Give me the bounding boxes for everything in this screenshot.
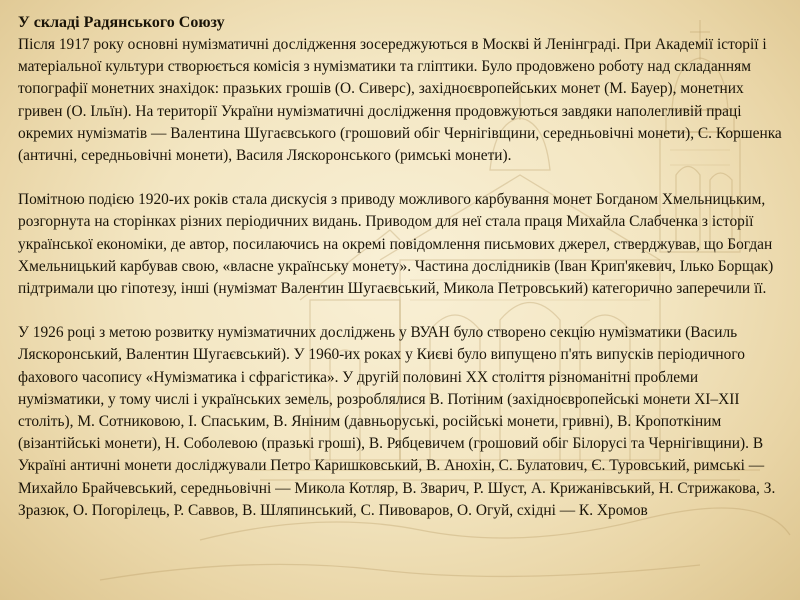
slide-content <box>18 12 783 522</box>
slide-title: У складі Радянського Союзу <box>18 14 225 31</box>
paragraph-spacer <box>18 300 783 322</box>
paragraph-soviet-research: Після 1917 року основні нумізматичні дослідження зосереджуються в Москві й Ленінграді. При Академії історії і матеріальної культури створюється комісія з нумізматики та гліптики. Було продовжено роботу над складанням топографії монетних знахідок: празьких грошів (О. Сиверс), західноєвропейських монет (М. Бауер), монетних гривен (О. Ільїн). На території України нумізматичні дослідження продовжуються завдяки наполегливій праці окремих нумізматів — Валентина Шугаєвського (грошовий обіг Чернігівщини, середньовічні монети), С. Коршенка (античні, середньовічні монети), Василя Ляскоронського (римські монети). <box>18 36 782 165</box>
paragraph-spacer <box>18 167 783 189</box>
paragraph-khmelnytsky-coin-debate: Помітною подією 1920-их років стала дискусія з приводу можливого карбування монет Богданом Хмельницьким, розгорнута на сторінках різних періодичних видань. Приводом для неї стала праця Михайла Слабченка з історії української економіки, де автор, посилаючись на окремі повідомлення письмових джерел, стверджував, що Богдан Хмельницький карбував свою, «власне українську монету». Частина дослідників (Іван Крип'якевич, Ілько Борщак) підтримали цю гіпотезу, інші (нумізмат Валентин Шугаєвський, Микола Петровський) категорично заперечили її. <box>18 191 774 298</box>
paragraph-vuan-numismatics-section: У 1926 році з метою розвитку нумізматичних досліджень у ВУАН було створено секцію нумізматики (Василь Ляскоронський, Валентин Шугаєвський). У 1960-их роках у Києві було випущено п'ять випусків періодичного фахового часопису «Нумізматика і сфрагістика». У другій половині XX століття різноманітні проблеми нумізматики, у тому числі і українських земель, розроблялися В. Потіним (західноєвропейські монети XI–XII століть), М. Сотниковою, І. Спаським, В. Яніним (давньоруські, російські монети, гривні), В. Кропоткіним (візантійські монети), Н. Соболевою (празькі гроші), В. Рябцевичем (грошовий обіг Білорусі та Чернігівщини). В Україні античні монети досліджували Петро Каришковський, В. Анохін, С. Булатович, Є. Туровський, римські — Михайло Брайчевський, середньовічні — Микола Котляр, В. Зварич, Р. Шуст, А. Крижанівський, Н. Стрижакова, З. Зразюк, О. Погорілець, Р. Саввов, В. Шляпинський, С. Пивоваров, О. Огуй, східні — К. Хромов <box>18 324 776 519</box>
